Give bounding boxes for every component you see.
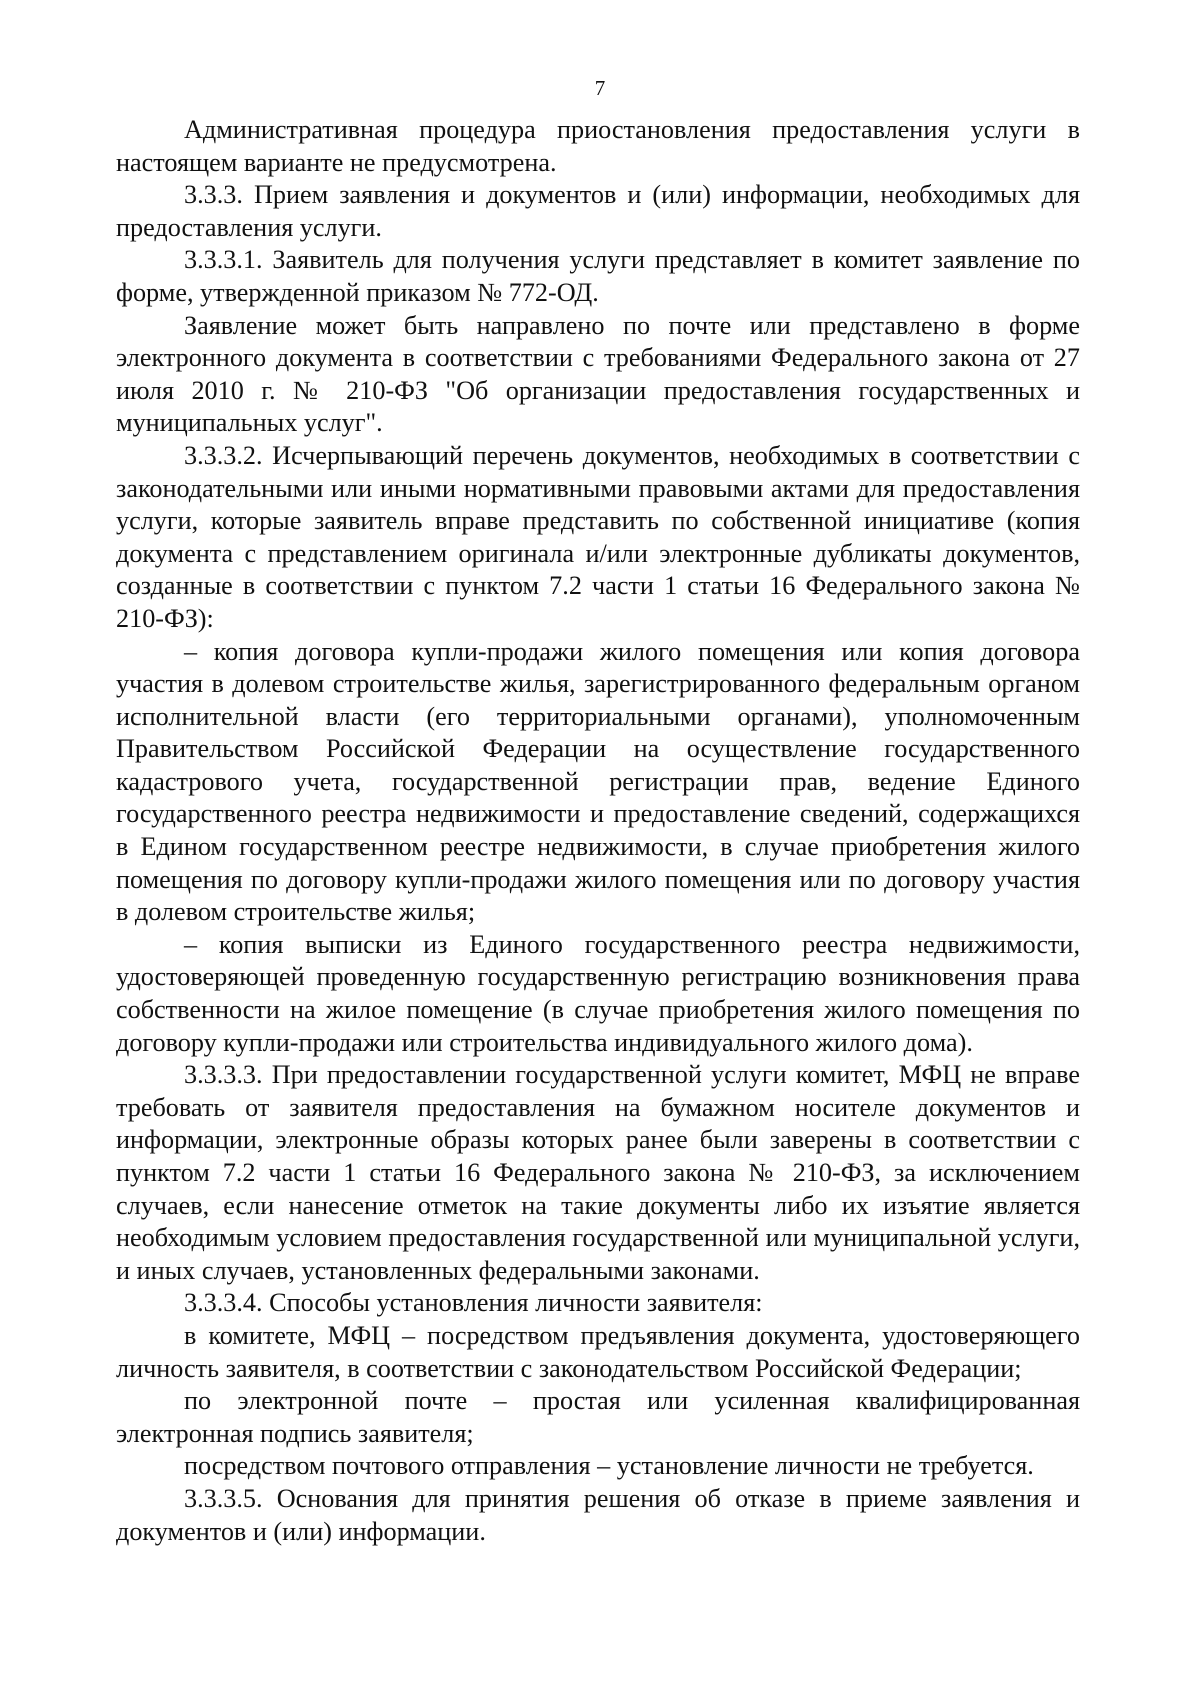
paragraph-3-3-3-heading: 3.3.3. Прием заявления и документов и (или) информации, необходимых для предоставления услуги. bbox=[116, 180, 1080, 242]
document-body bbox=[116, 114, 1080, 1548]
identity-method-email: по электронной почте – простая или усиленная квалифицированная электронная подпись заявителя; bbox=[116, 1386, 1080, 1448]
identity-method-in-person: в комитете, МФЦ – посредством предъявления документа, удостоверяющего личность заявителя, в соответствии с законодательством Российской Федерации; bbox=[116, 1320, 1080, 1383]
paragraph-3-3-3-3: 3.3.3.3. При предоставлении государственной услуги комитет, МФЦ не вправе требовать от заявителя предоставления на бумажном носителе документов и информации, электронные образы которых ранее были заверены в соответствии с пунктом 7.2 части 1 статьи 16 Федерального закона № 210-ФЗ, за исключением случаев, если нанесение отметок на такие документы либо их изъятие является необходимым условием предоставления государственной или муниципальной услуги, и иных случаев, установленных федеральными законами. bbox=[116, 1060, 1080, 1285]
paragraph-application-submission: Заявление может быть направлено по почте или представлено в форме электронного документа в соответствии с требованиями Федерального закона от 27 июля 2010 г. № 210-ФЗ "Об организации предоставления государственных и муниципальных услуг". bbox=[116, 310, 1080, 438]
paragraph-3-3-3-2: 3.3.3.2. Исчерпывающий перечень документов, необходимых в соответствии с законодательными или иными нормативными правовыми актами для предоставления услуги, которые заявитель вправе представить по собственной инициативе (копия документа с представлением оригинала и/или электронные дубликаты документов, созданные в соответствии с пунктом 7.2 части 1 статьи 16 Федерального закона № 210-ФЗ): bbox=[116, 440, 1080, 633]
paragraph-3-3-3-1: 3.3.3.1. Заявитель для получения услуги представляет в комитет заявление по форме, утвержденной приказом № 772-ОД. bbox=[116, 245, 1080, 307]
paragraph-3-3-3-4: 3.3.3.4. Способы установления личности заявителя: bbox=[184, 1288, 763, 1318]
list-item-registry-extract-copy: – копия выписки из Единого государственного реестра недвижимости, удостоверяющей проведенную государственную регистрацию возникновения права собственности на жилое помещение (в случае приобретения жилого помещения по договору купли-продажи или строительства индивидуального жилого дома). bbox=[116, 929, 1080, 1057]
list-item-sale-contract-copy: – копия договора купли-продажи жилого помещения или копия договора участия в долевом строительстве жилья, зарегистрированного федеральным органом исполнительной власти (его территориальными органами), уполномоченным Правительством Российской Федерации на осуществление государственного кадастрового учета, государственной регистрации прав, ведение Единого государственного реестра недвижимости и предоставление сведений, содержащихся в Едином государственном реестре недвижимости, в случае приобретения жилого помещения по договору купли-продажи жилого помещения или по договору участия в долевом строительстве жилья; bbox=[116, 636, 1080, 927]
page-number: 7 bbox=[594, 76, 606, 100]
paragraph-3-3-3-5: 3.3.3.5. Основания для принятия решения об отказе в приеме заявления и документов и (или) информации. bbox=[116, 1483, 1080, 1546]
identity-method-post: посредством почтового отправления – установление личности не требуется. bbox=[184, 1451, 1034, 1481]
paragraph-suspension-procedure: Административная процедура приостановления предоставления услуги в настоящем варианте не предусмотрена. bbox=[116, 115, 1080, 177]
